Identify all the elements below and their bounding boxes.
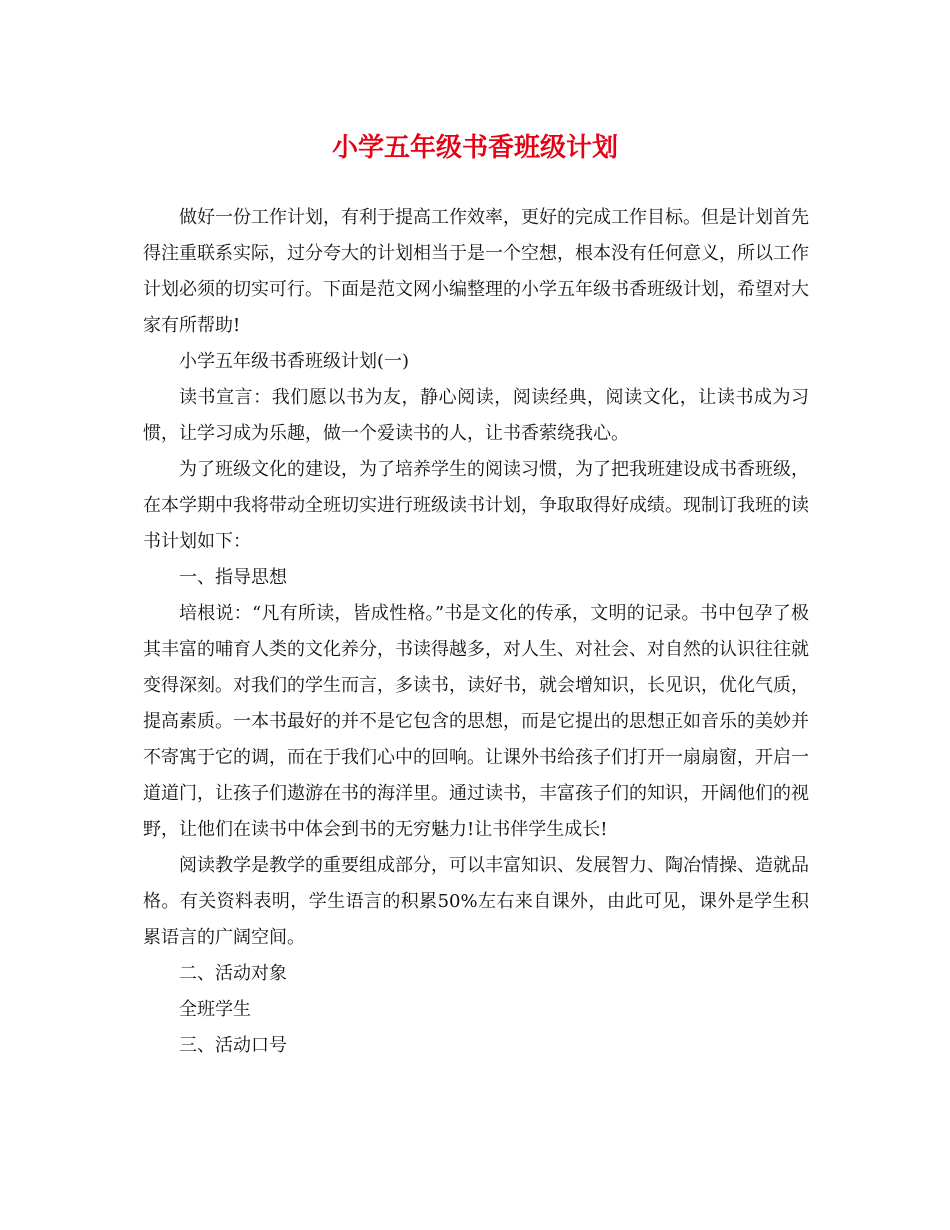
paragraph-intro: 做好一份工作计划，有利于提高工作效率，更好的完成工作目标。但是计划首先得注重联系实际，过分夸大的计划相当于是一个空想，根本没有任何意义，所以工作计划必须的切实可行。下面是范文网小编整理的小学五年级书香班级计划，希望对大家有所帮助!	[143, 207, 809, 336]
section-heading-activity-slogan: 三、活动口号	[179, 1035, 287, 1056]
paragraph-reading-declaration: 读书宣言：我们愿以书为友，静心阅读，阅读经典，阅读文化，让读书成为习惯，让学习成为乐趣，做一个爱读书的人，让书香萦绕我心。	[143, 387, 809, 444]
section-heading-guiding-thought: 一、指导思想	[179, 567, 287, 588]
document-title: 小学五年级书香班级计划	[331, 133, 618, 163]
paragraph-class-culture: 为了班级文化的建设，为了培养学生的阅读习惯，为了把我班建设成书香班级，在本学期中我将带动全班切实进行班级读书计划，争取取得好成绩。现制订我班的读书计划如下：	[143, 459, 809, 552]
section-heading-activity-target: 二、活动对象	[179, 963, 287, 984]
paragraph-bacon-quote: 培根说：“凡有所读，皆成性格。”书是文化的传承，文明的记录。书中包孕了极其丰富的哺育人类的文化养分，书读得越多，对人生、对社会、对自然的认识往往就变得深刻。对我们的学生而言，多读书，读好书，就会增知识，长见识，优化气质，提高素质。一本书最好的并不是它包含的思想，而是它提出的思想正如音乐的美妙并不寄寓于它的调，而在于我们心中的回响。让课外书给孩子们打开一扇扇窗，开启一道道门，让孩子们遨游在书的海洋里。通过读书，丰富孩子们的知识，开阔他们的视野，让他们在读书中体会到书的无穷魅力!让书伴学生成长!	[143, 603, 809, 840]
document-body	[143, 200, 809, 1064]
paragraph-all-students: 全班学生	[179, 999, 251, 1020]
paragraph-plan-heading: 小学五年级书香班级计划(一)	[179, 351, 410, 372]
paragraph-reading-teaching: 阅读教学是教学的重要组成部分，可以丰富知识、发展智力、陶冶情操、造就品格。有关资料表明，学生语言的积累50%左右来自课外，由此可见，课外是学生积累语言的广阔空间。	[143, 855, 809, 948]
